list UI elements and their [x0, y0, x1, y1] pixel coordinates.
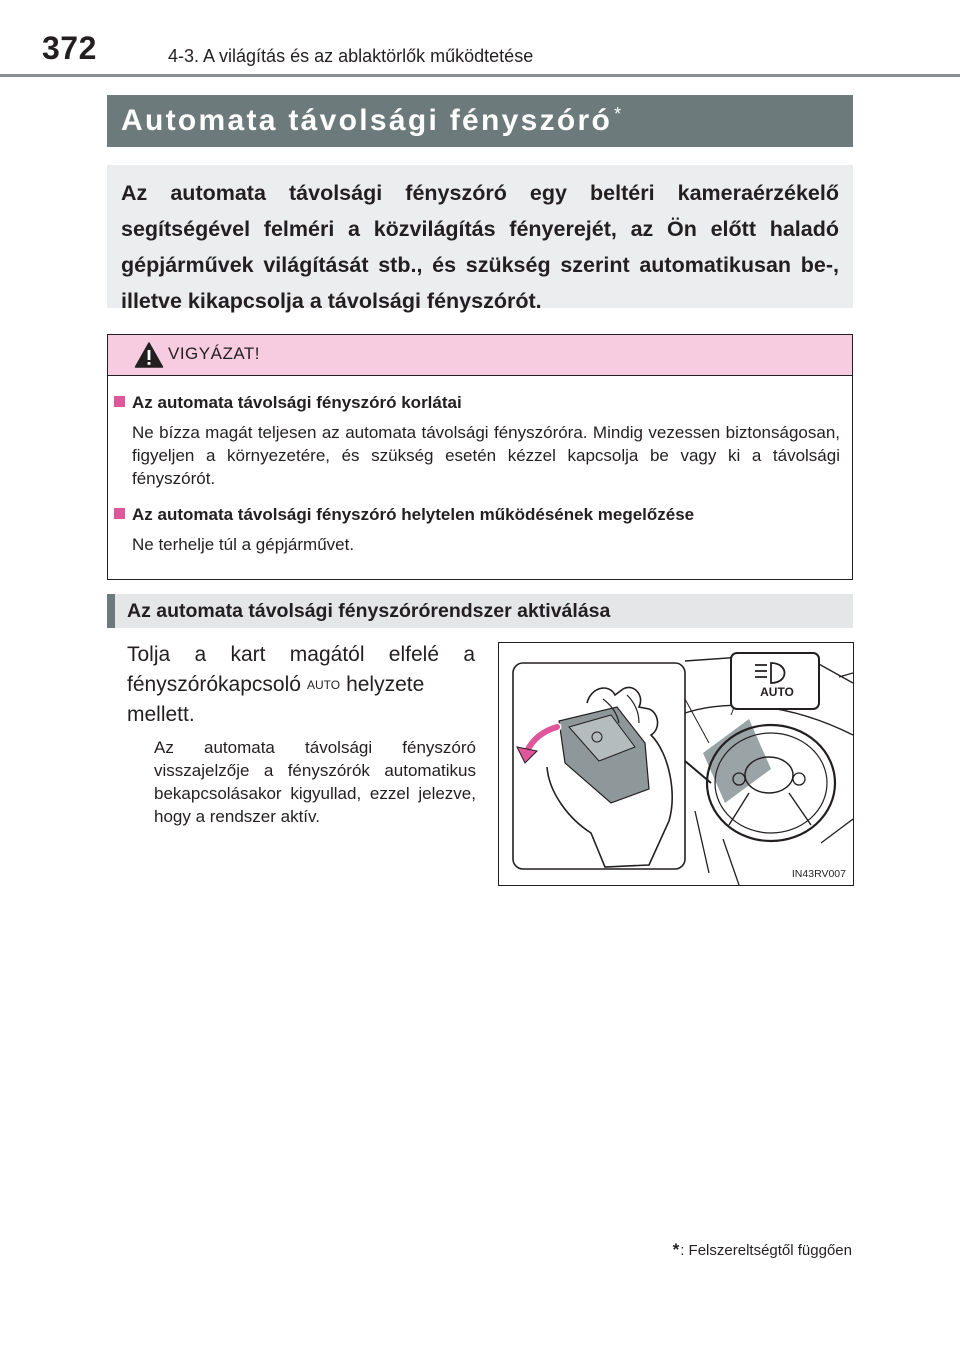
subsection-bar	[107, 594, 853, 628]
caution-item-heading	[114, 393, 462, 413]
subsection-accent	[107, 594, 115, 628]
footnote-star: *	[672, 1240, 680, 1259]
auto-switch-symbol: AUTO	[306, 678, 341, 692]
step-instruction	[127, 640, 475, 730]
section-title: 4-3. A világítás és az ablaktörlők működtetése	[168, 46, 534, 66]
bullet-square-icon	[114, 508, 125, 519]
chapter-title-bar	[107, 95, 853, 147]
caution-item-text: Ne terhelje túl a gépjárművet.	[132, 535, 355, 554]
caution-item-heading	[114, 505, 694, 525]
caution-label: VIGYÁZAT!	[168, 344, 261, 363]
step-note: Az automata távolsági fényszóró visszajelzője a fényszórók automatikus bekapcsolásakor kigyullad, ezzel jelezve, hogy a rendszer aktív.	[154, 738, 476, 826]
caution-item-heading-text: Az automata távolsági fényszóró helytelen működésének megelőzése	[132, 505, 695, 524]
optional-equipment-star: *	[614, 104, 624, 124]
caution-header	[108, 335, 852, 376]
intro-box	[107, 165, 853, 313]
page-header	[0, 0, 960, 82]
footnote	[673, 1240, 852, 1260]
bullet-square-icon	[114, 396, 125, 407]
warning-triangle-icon	[134, 341, 164, 369]
chapter-title-text: Automata távolsági fényszóró	[121, 104, 613, 137]
step-text-before: Tolja a kart magától elfelé a fényszórókapcsoló	[127, 643, 475, 696]
caution-item-text: Ne bízza magát teljesen az automata távolsági fényszóróra. Mindig vezessen biztonságosan, figyeljen a környezetére, és szükség esetén kézzel kapcsolja be vagy ki a távolsági fényszórót.	[132, 423, 840, 488]
page-number: 372	[42, 30, 97, 66]
header-divider	[0, 74, 960, 77]
subsection-title: Az automata távolsági fényszórórendszer aktiválása	[127, 600, 611, 622]
intro-text: Az automata távolsági fényszóró egy beltéri kameraérzékelő segítségével felméri a közvilágítás fényerejét, az Ön előtt haladó gépjárművek világítását stb., és szükség szerint automatikusan be-, illetve kikapcsolja a távolsági fényszórót.	[121, 181, 839, 313]
footnote-text: : Felszereltségtől függően	[680, 1242, 852, 1259]
dashboard-lever-drawing	[499, 643, 853, 885]
figure-code: IN43RV007	[791, 868, 846, 880]
auto-indicator-label: AUTO	[760, 685, 794, 699]
caution-item-heading-text: Az automata távolsági fényszóró korlátai	[132, 393, 462, 412]
caution-box	[107, 334, 853, 580]
lever-illustration	[498, 642, 854, 886]
step-text-after: helyzete mellett.	[127, 673, 425, 726]
chapter-title	[121, 104, 623, 138]
